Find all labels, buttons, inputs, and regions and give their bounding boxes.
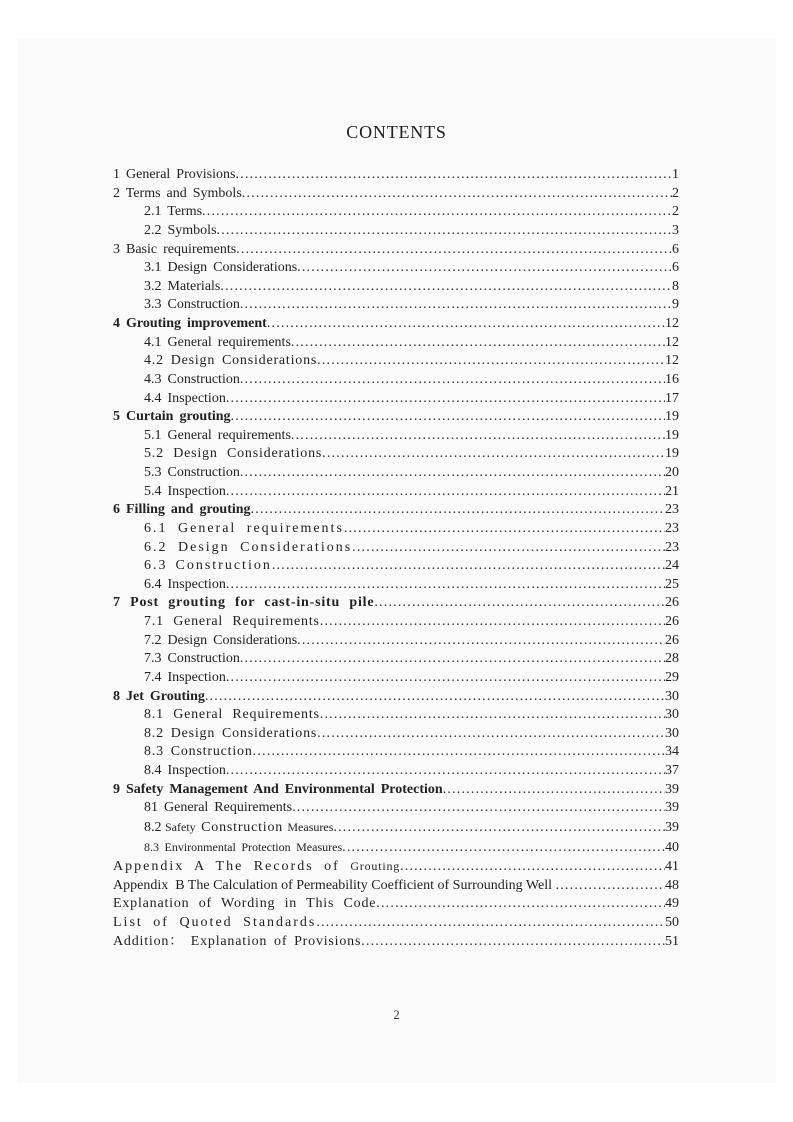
toc-entry-page: 41 [665,859,679,875]
leader-dots [443,781,665,800]
toc-entry-label: Appendix A The Records of Grouting [113,859,401,875]
toc-entry [113,781,679,800]
toc-entry-label: 6.2 Design Considerations [144,539,353,555]
toc-entry-label: 8.3 Environmental Protection Measures [144,839,343,854]
leader-dots [342,839,665,858]
leader-dots [217,222,672,241]
toc-entry-label: 3.3 Construction [144,297,240,313]
toc-entry-page: 34 [665,744,679,760]
toc-entry-label: 3.1 Design Considerations [144,260,298,276]
toc-entry-page: 51 [665,933,679,949]
toc-entry-page: 23 [665,520,679,536]
leader-dots [242,185,672,204]
toc-entry-page: 29 [665,669,679,685]
leader-dots [240,296,672,315]
toc-entry-label: 5.4 Inspection [144,483,226,499]
leader-dots [236,241,672,260]
leader-dots [352,539,665,558]
toc-entry [113,576,679,595]
toc-entry-label: 6.4 Inspection [144,576,226,592]
toc-entry-page: 30 [665,725,679,741]
toc-entry [113,743,679,762]
toc-entry [113,895,679,914]
toc-entry-label: 7.4 Inspection [144,669,226,685]
leader-dots [374,594,665,613]
toc-entry [113,706,679,725]
toc-entry-label: 1 General Provisions [113,167,236,182]
toc-entry-page: 8 [672,278,679,294]
leader-dots [361,933,665,952]
toc-entry-page: 3 [672,222,679,238]
leader-dots [226,483,665,502]
toc-entry [113,390,679,409]
leader-dots [316,914,665,933]
toc-entry-page: 21 [665,483,679,499]
toc-entry [113,613,679,632]
toc-entry-page: 16 [665,371,679,387]
toc-entry [113,483,679,502]
toc-list [113,166,679,951]
toc-entry-label: 4.2 Design Considerations [144,353,318,369]
document-page [17,38,776,1083]
toc-entry [113,688,679,707]
toc-entry-page: 30 [665,707,679,723]
leader-dots [292,799,665,818]
toc-entry-label: 8.2 Safety Construction Measures [144,819,334,835]
toc-entry-label: 5.3 Construction [144,465,240,480]
toc-entry [113,914,679,933]
toc-entry-page: 9 [672,297,679,313]
toc-entry [113,427,679,446]
toc-entry [113,632,679,651]
toc-entry-page: 50 [665,915,679,930]
leader-dots [320,706,665,725]
toc-entry [113,762,679,781]
leader-dots [205,688,665,707]
toc-entry-page: 39 [665,800,679,816]
leader-dots [240,650,665,669]
toc-entry [113,539,679,558]
leader-dots [226,390,665,409]
toc-entry-label: List of Quoted Standards [113,915,317,930]
toc-entry [113,857,679,877]
toc-entry-label: 9 Safety Management And Environmental Protection [113,781,443,797]
toc-entry [113,278,679,297]
toc-entry-label: 8.2 Design Considerations [144,725,318,741]
toc-entry-page: 2 [672,185,679,201]
leader-dots [297,259,672,278]
toc-entry [113,501,679,520]
toc-entry-label: 8 Jet Grouting [113,688,205,704]
toc-entry-page: 30 [665,688,679,704]
toc-entry [113,371,679,390]
toc-entry-page: 26 [665,595,679,611]
leader-dots [235,166,672,185]
toc-entry-label: 2.1 Terms [144,204,203,220]
toc-entry-page: 48 [665,877,679,893]
leader-dots [226,669,665,688]
leader-dots [376,895,665,914]
toc-entry-label: 4.3 Construction [144,371,240,387]
toc-entry-page: 24 [665,558,679,574]
toc-entry-label: 8.4 Inspection [144,763,226,778]
leader-dots [291,427,665,446]
toc-entry-label: 2.2 Symbols [144,222,217,238]
leader-dots [297,632,665,651]
toc-entry-page: 40 [665,839,679,855]
toc-entry-page: 28 [665,651,679,667]
toc-entry-label: 5.2 Design Considerations [144,446,323,462]
toc-entry [113,464,679,483]
leader-dots [322,445,665,464]
toc-entry [113,203,679,222]
toc-entry-page: 6 [672,241,679,257]
leader-dots [251,501,665,520]
toc-entry [113,445,679,464]
leader-dots [240,464,665,483]
toc-entry [113,594,679,613]
toc-entry-label: 3 Basic requirements [113,241,237,257]
toc-entry-page: 20 [665,465,679,480]
leader-dots [226,576,665,595]
toc-entry-label: 2 Terms and Symbols [113,185,242,201]
toc-entry [113,933,679,952]
toc-entry-page: 2 [672,204,679,220]
toc-entry-label: Appendix B The Calculation of Permeability Coefficient of Surrounding Well [113,877,556,893]
leader-dots [333,819,665,838]
toc-entry [113,315,679,334]
toc-entry [113,185,679,204]
toc-entry-label: 4.4 Inspection [144,390,226,406]
leader-dots [400,858,665,877]
toc-entry-page: 26 [665,632,679,648]
toc-entry [113,557,679,576]
toc-entry [113,352,679,371]
toc-entry-label: Addition： Explanation of Provisions [113,933,362,949]
toc-entry-label: 6 Filling and grouting [113,502,251,518]
leader-dots [317,725,665,744]
leader-dots [220,278,672,297]
toc-entry-label: 6.1 General requirements [144,520,344,536]
leader-dots [267,315,665,334]
toc-entry-page: 12 [665,334,679,350]
toc-entry-label: Explanation of Wording in This Code [113,896,377,912]
leader-dots [320,613,665,632]
page-title: CONTENTS [346,122,447,142]
toc-entry-page: 23 [665,502,679,518]
toc-entry-label: 5 Curtain grouting [113,409,231,425]
toc-entry-label: 6.3 Construction [144,558,272,574]
leader-dots [556,877,665,896]
toc-entry [113,408,679,427]
footer-page-number: 2 [393,1008,400,1022]
toc-entry-page: 26 [665,614,679,629]
leader-dots [272,557,665,576]
leader-dots [344,520,665,539]
toc-entry-page: 39 [665,819,679,835]
toc-entry [113,296,679,315]
toc-entry-page: 25 [665,576,679,592]
toc-entry-label: 81 General Requirements [144,800,293,816]
toc-entry-label: 7 Post grouting for cast-in-situ pile [113,595,375,611]
toc-entry [113,669,679,688]
toc-entry [113,650,679,669]
toc-entry-page: 19 [665,446,679,462]
toc-entry [113,877,679,896]
toc-entry-label: 5.1 General requirements [144,427,291,443]
toc-entry-page: 23 [665,539,679,555]
toc-entry [113,799,679,818]
toc-entry-label: 7.2 Design Considerations [144,632,298,648]
toc-entry-label: 4.1 General requirements [144,334,291,350]
toc-entry-page: 19 [665,427,679,443]
toc-entry-label: 3.2 Materials [144,278,221,294]
toc-entry-page: 17 [665,390,679,406]
toc-entry [113,166,679,185]
toc-entry [113,259,679,278]
leader-dots [291,334,665,353]
toc-entry [113,838,679,858]
toc-entry-label: 7.1 General Requirements [144,614,320,629]
leader-dots [317,352,665,371]
toc-entry [113,222,679,241]
leader-dots [202,203,672,222]
toc-entry-page: 49 [665,896,679,912]
leader-dots [226,762,665,781]
toc-entry [113,520,679,539]
toc-entry-label: 4 Grouting improvement [113,316,267,331]
leader-dots [231,408,665,427]
leader-dots [253,743,665,762]
toc-entry-page: 39 [665,781,679,797]
toc-entry-page: 12 [665,316,679,331]
toc-entry-page: 37 [665,763,679,778]
toc-entry-label: 8.3 Construction [144,744,253,760]
toc-entry-page: 19 [665,409,679,425]
toc-entry-page: 1 [672,167,679,182]
leader-dots [240,371,665,390]
toc-entry-page: 6 [672,260,679,276]
toc-entry [113,818,679,838]
toc-entry-page: 12 [665,353,679,369]
toc-entry [113,334,679,353]
toc-entry-label: 7.3 Construction [144,651,240,667]
toc-entry [113,241,679,260]
toc-entry [113,725,679,744]
toc-entry-label: 8.1 General Requirements [144,707,320,723]
